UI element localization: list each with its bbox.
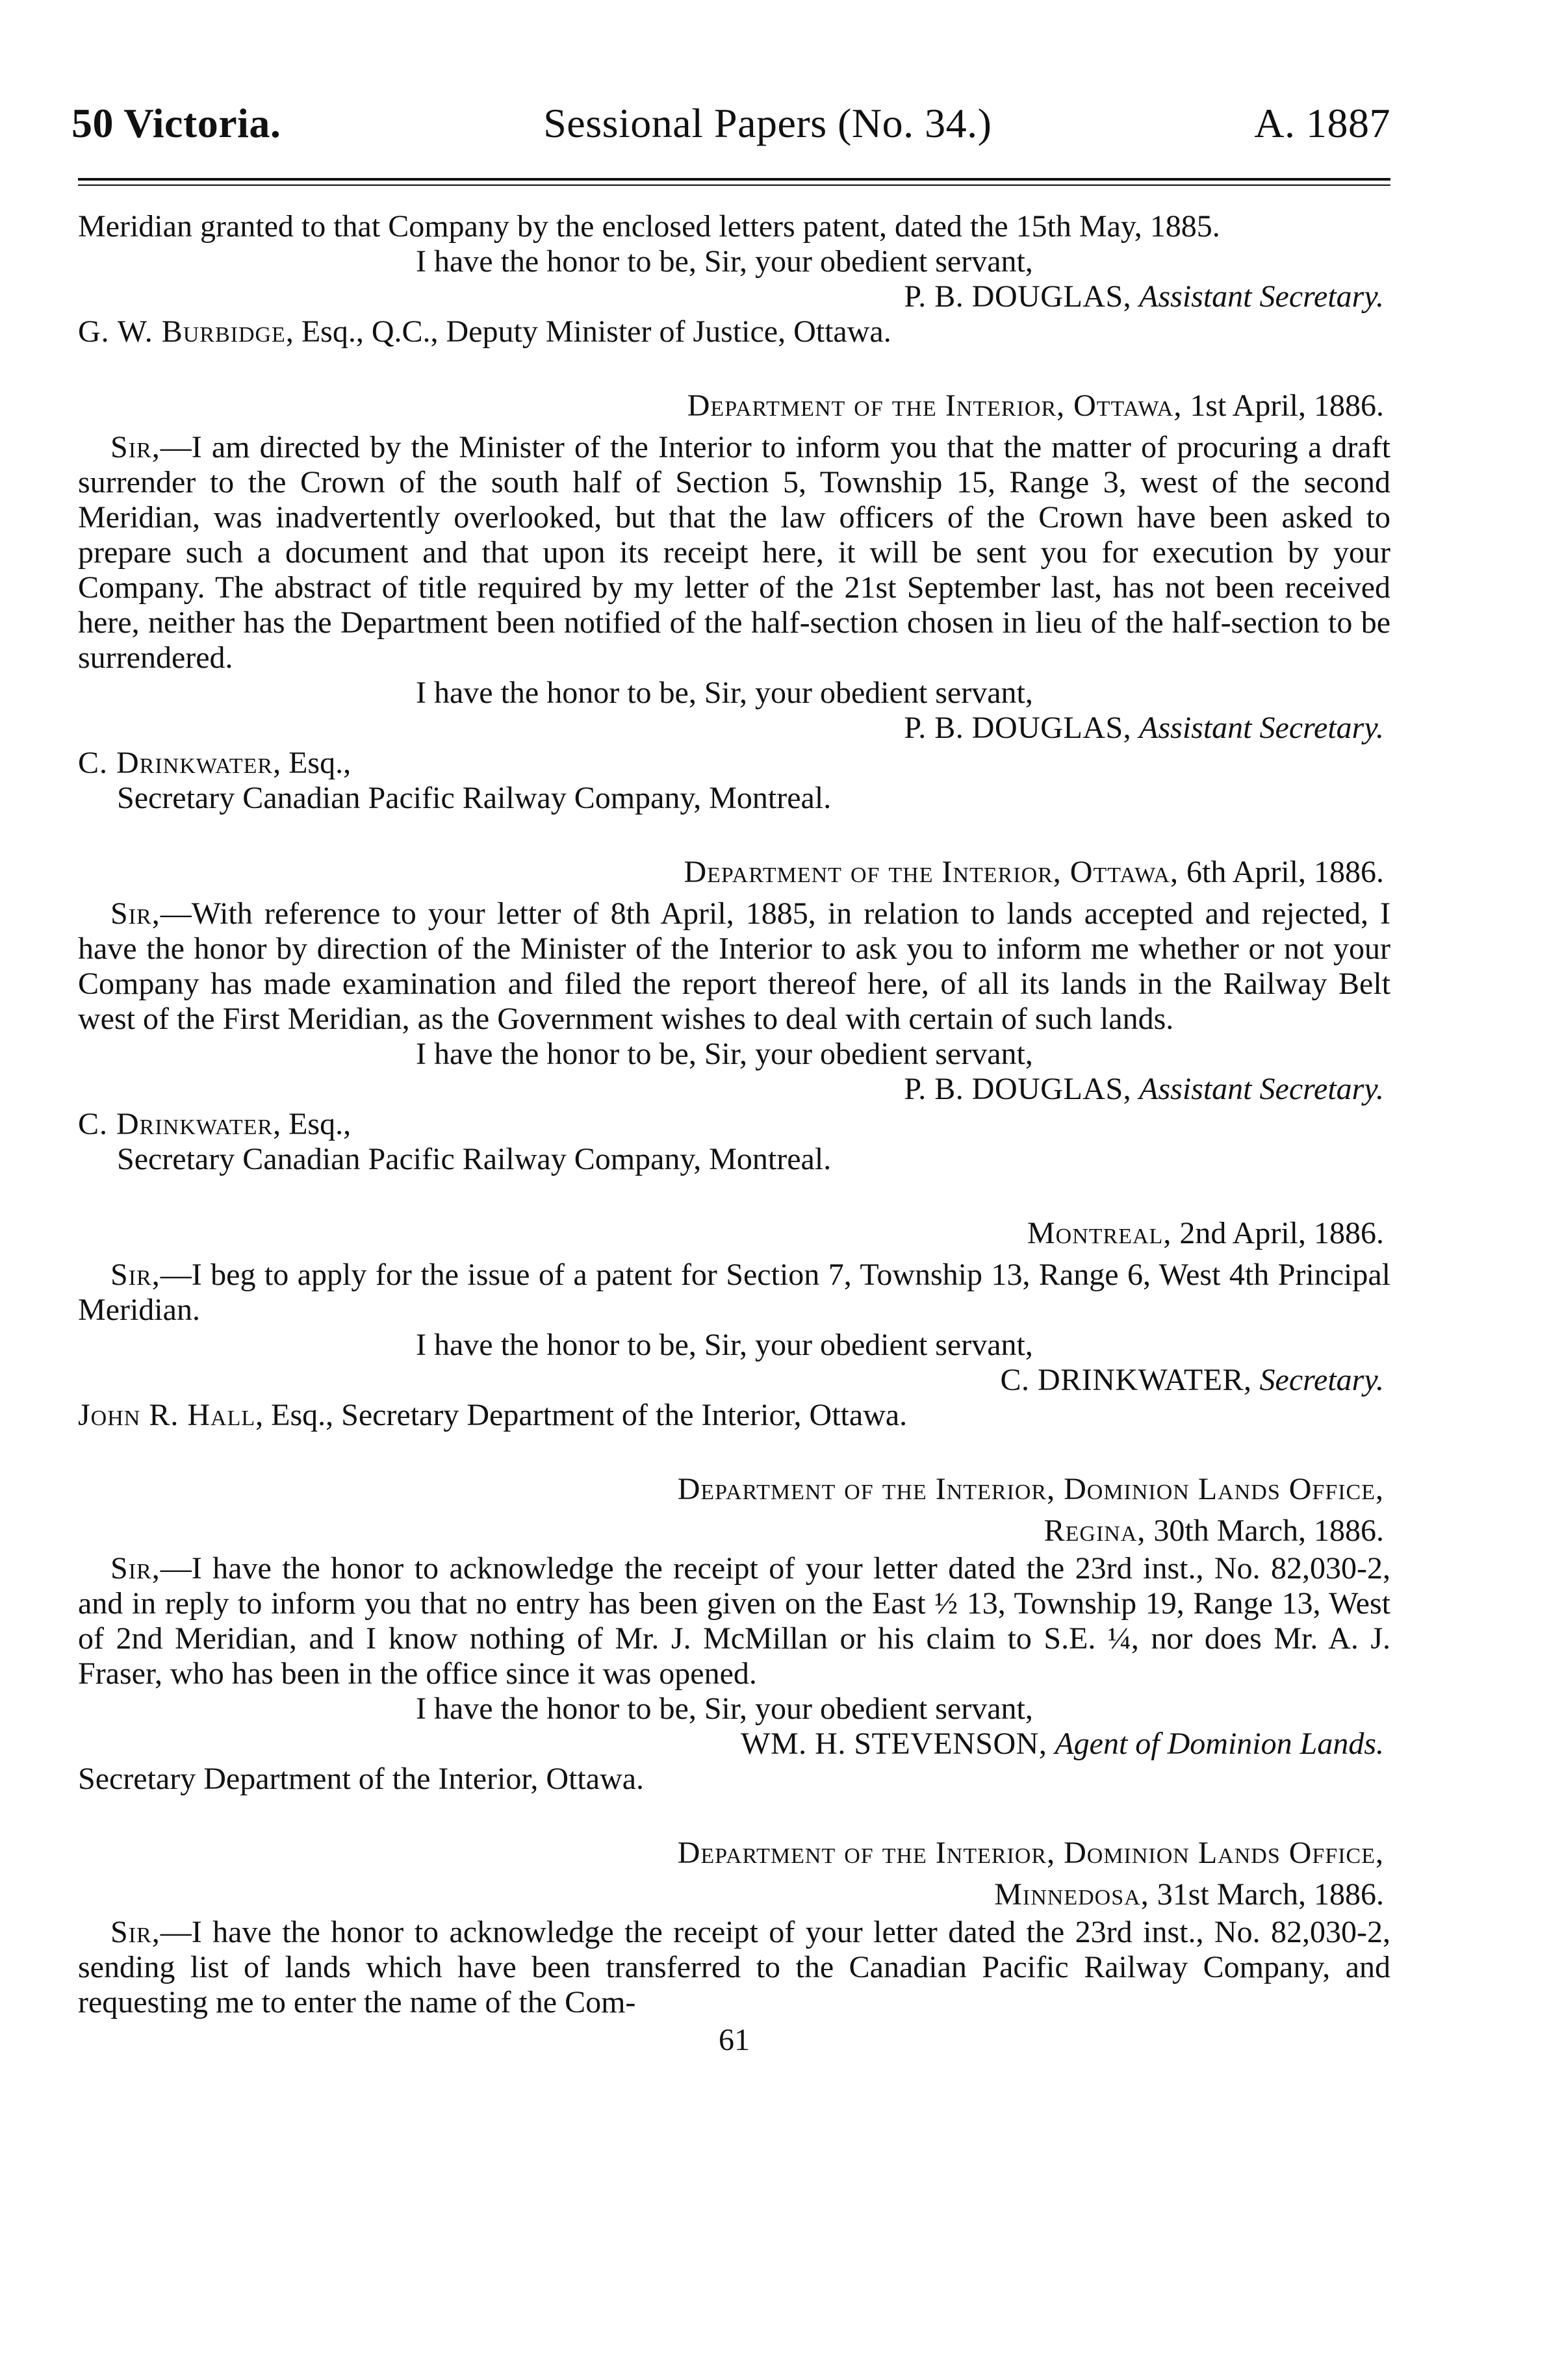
- letter-heading: [78, 855, 1384, 890]
- signatory-title: Agent of Dominion Lands.: [1055, 1727, 1384, 1761]
- letter-text: —I have the honor to acknowledge the receipt of your letter dated the 23rd inst., No. 82,030-2, and in reply to inform you that no entry has been given on the East ½ 13, Township 19, Range 13, West of 2nd Meridian, and I know nothing of Mr. J. McMillan or his claim to S.E. ¼, nor does Mr. A. J. Fraser, who has been in the office since it was opened.: [78, 1551, 1390, 1691]
- heading-office: Department of the Interior, Ottawa,: [684, 855, 1179, 889]
- header-rule-thin: [78, 184, 1390, 186]
- heading-date: 1st April, 1886.: [1190, 388, 1384, 423]
- letter-signature: [78, 711, 1384, 746]
- addressee-name: G. W. Burbidge: [78, 314, 286, 349]
- letter-heading: [78, 1836, 1384, 1871]
- addressee-line-2: Secretary Canadian Pacific Railway Company, Montreal.: [117, 781, 832, 815]
- letter-3: [78, 1216, 1390, 1433]
- letter-heading: [78, 388, 1384, 424]
- signatory-title: Secretary.: [1259, 1363, 1384, 1397]
- letter-body: [78, 1258, 1390, 1328]
- signatory-name: C. DRINKWATER,: [1000, 1363, 1252, 1397]
- running-header: [71, 97, 1390, 162]
- letter-2: [78, 855, 1390, 1177]
- heading-office: Department of the Interior, Dominion Lands Office,: [677, 1836, 1384, 1870]
- letter-signature: [78, 1072, 1384, 1107]
- addressee-details: , Esq., Secretary Department of the Interior, Ottawa.: [255, 1398, 908, 1432]
- header-rule: [78, 178, 1390, 181]
- document-page: [71, 97, 1390, 2345]
- letter-heading-line-2: [78, 1513, 1384, 1549]
- heading-office: Montreal,: [1027, 1216, 1172, 1250]
- signatory-title: Assistant Secretary.: [1139, 1072, 1384, 1106]
- signatory-name: P. B. DOUGLAS,: [904, 711, 1132, 745]
- salutation: Sir,: [110, 1551, 160, 1586]
- letter-signature: [78, 1727, 1384, 1762]
- signatory-title: Assistant Secretary.: [1139, 279, 1384, 314]
- salutation: Sir,: [110, 430, 160, 464]
- letter-text: —I am directed by the Minister of the Interior to inform you that the matter of procuring a draft surrender to the Crown of the south half of Section 5, Township 15, Range 3, west of the second Meridian, was inadvertently overlooked, but that the law officers of the Crown have been asked to prepare such a document and that upon its receipt here, it will be sent you for execution by your Company. The abstract of title required by my letter of the 21st September last, has not been received here, neither has the Department been notified of the half-section chosen in lieu of the half-section to be surrendered.: [78, 430, 1390, 675]
- letter-closing: I have the honor to be, Sir, your obedient servant,: [416, 244, 1033, 279]
- letter-addressee: [78, 1107, 1390, 1142]
- letter-4: [78, 1472, 1390, 1797]
- letter-heading: [78, 1216, 1384, 1251]
- heading-date: 30th March, 1886.: [1153, 1513, 1384, 1548]
- letter-closing: I have the honor to be, Sir, your obedient servant,: [416, 676, 1033, 710]
- letter-text: —I beg to apply for the issue of a patent for Section 7, Township 13, Range 6, West 4th Principal Meridian.: [78, 1258, 1390, 1327]
- heading-place: Minnedosa,: [994, 1877, 1149, 1912]
- letter-heading: [78, 1472, 1384, 1507]
- letter-body: Meridian granted to that Company by the enclosed letters patent, dated the 15th May, 1885.: [78, 209, 1220, 244]
- heading-place: Regina,: [1043, 1513, 1146, 1548]
- letter-signature: [78, 1363, 1384, 1398]
- addressee-name: John R. Hall: [78, 1398, 256, 1432]
- header-year: A. 1887: [1254, 100, 1390, 146]
- letter-body: [78, 1551, 1390, 1691]
- heading-date: 31st March, 1886.: [1157, 1877, 1384, 1912]
- letter-body: [78, 430, 1390, 676]
- signatory-name: P. B. DOUGLAS,: [904, 279, 1132, 314]
- letter-text: —I have the honor to acknowledge the receipt of your letter dated the 23rd inst., No. 82,030-2, sending list of lands which have been transferred to the Canadian Pacific Railway Company, and requesting me to enter the name of the Com-: [78, 1915, 1390, 2019]
- salutation: Sir,: [110, 1915, 160, 1949]
- letter-body: [78, 1915, 1390, 2020]
- letter-text: —With reference to your letter of 8th April, 1885, in relation to lands accepted and rejected, I have the honor by direction of the Minister of the Interior to ask you to inform me whether or not your Company has made examination and filed the report thereof here, of all its lands in the Railway Belt west of the First Meridian, as the Government wishes to deal with certain of such lands.: [78, 896, 1390, 1036]
- letter-signature: [78, 279, 1384, 314]
- heading-date: 6th April, 1886.: [1186, 855, 1384, 889]
- letter-continued: [78, 209, 1390, 349]
- addressee-details: , Esq.,: [273, 746, 352, 780]
- page-number: 61: [719, 2023, 750, 2057]
- heading-office: Department of the Interior, Dominion Lands Office,: [677, 1472, 1384, 1506]
- addressee-name: C. Drinkwater: [78, 1107, 274, 1141]
- letter-closing: I have the honor to be, Sir, your obedient servant,: [416, 1691, 1033, 1726]
- header-title: Sessional Papers (No. 34.): [543, 100, 992, 146]
- signatory-name: P. B. DOUGLAS,: [904, 1072, 1132, 1106]
- salutation: Sir,: [110, 1258, 160, 1292]
- addressee-details: , Esq., Q.C., Deputy Minister of Justice, Ottawa.: [285, 314, 891, 349]
- addressee-name: C. Drinkwater: [78, 746, 274, 780]
- addressee-details: , Esq.,: [273, 1107, 352, 1141]
- letter-body: [78, 896, 1390, 1037]
- addressee-line-2: Secretary Canadian Pacific Railway Company, Montreal.: [117, 1142, 832, 1176]
- letter-addressee: [78, 746, 1390, 781]
- heading-office: Department of the Interior, Ottawa,: [687, 388, 1183, 423]
- signatory-title: Assistant Secretary.: [1139, 711, 1384, 745]
- letter-addressee: [78, 314, 1390, 349]
- letter-addressee: [78, 1398, 1390, 1433]
- letter-closing: I have the honor to be, Sir, your obedient servant,: [416, 1328, 1033, 1362]
- salutation: Sir,: [110, 896, 160, 931]
- letter-1: [78, 388, 1390, 816]
- letter-5: [78, 1836, 1390, 2020]
- letter-addressee: Secretary Department of the Interior, Ottawa.: [78, 1762, 645, 1796]
- header-session: 50 Victoria.: [71, 100, 281, 146]
- letter-heading-line-2: [78, 1877, 1384, 1912]
- signatory-name: WM. H. STEVENSON,: [741, 1727, 1047, 1761]
- heading-date: 2nd April, 1886.: [1179, 1216, 1384, 1250]
- letter-closing: I have the honor to be, Sir, your obedient servant,: [416, 1037, 1033, 1071]
